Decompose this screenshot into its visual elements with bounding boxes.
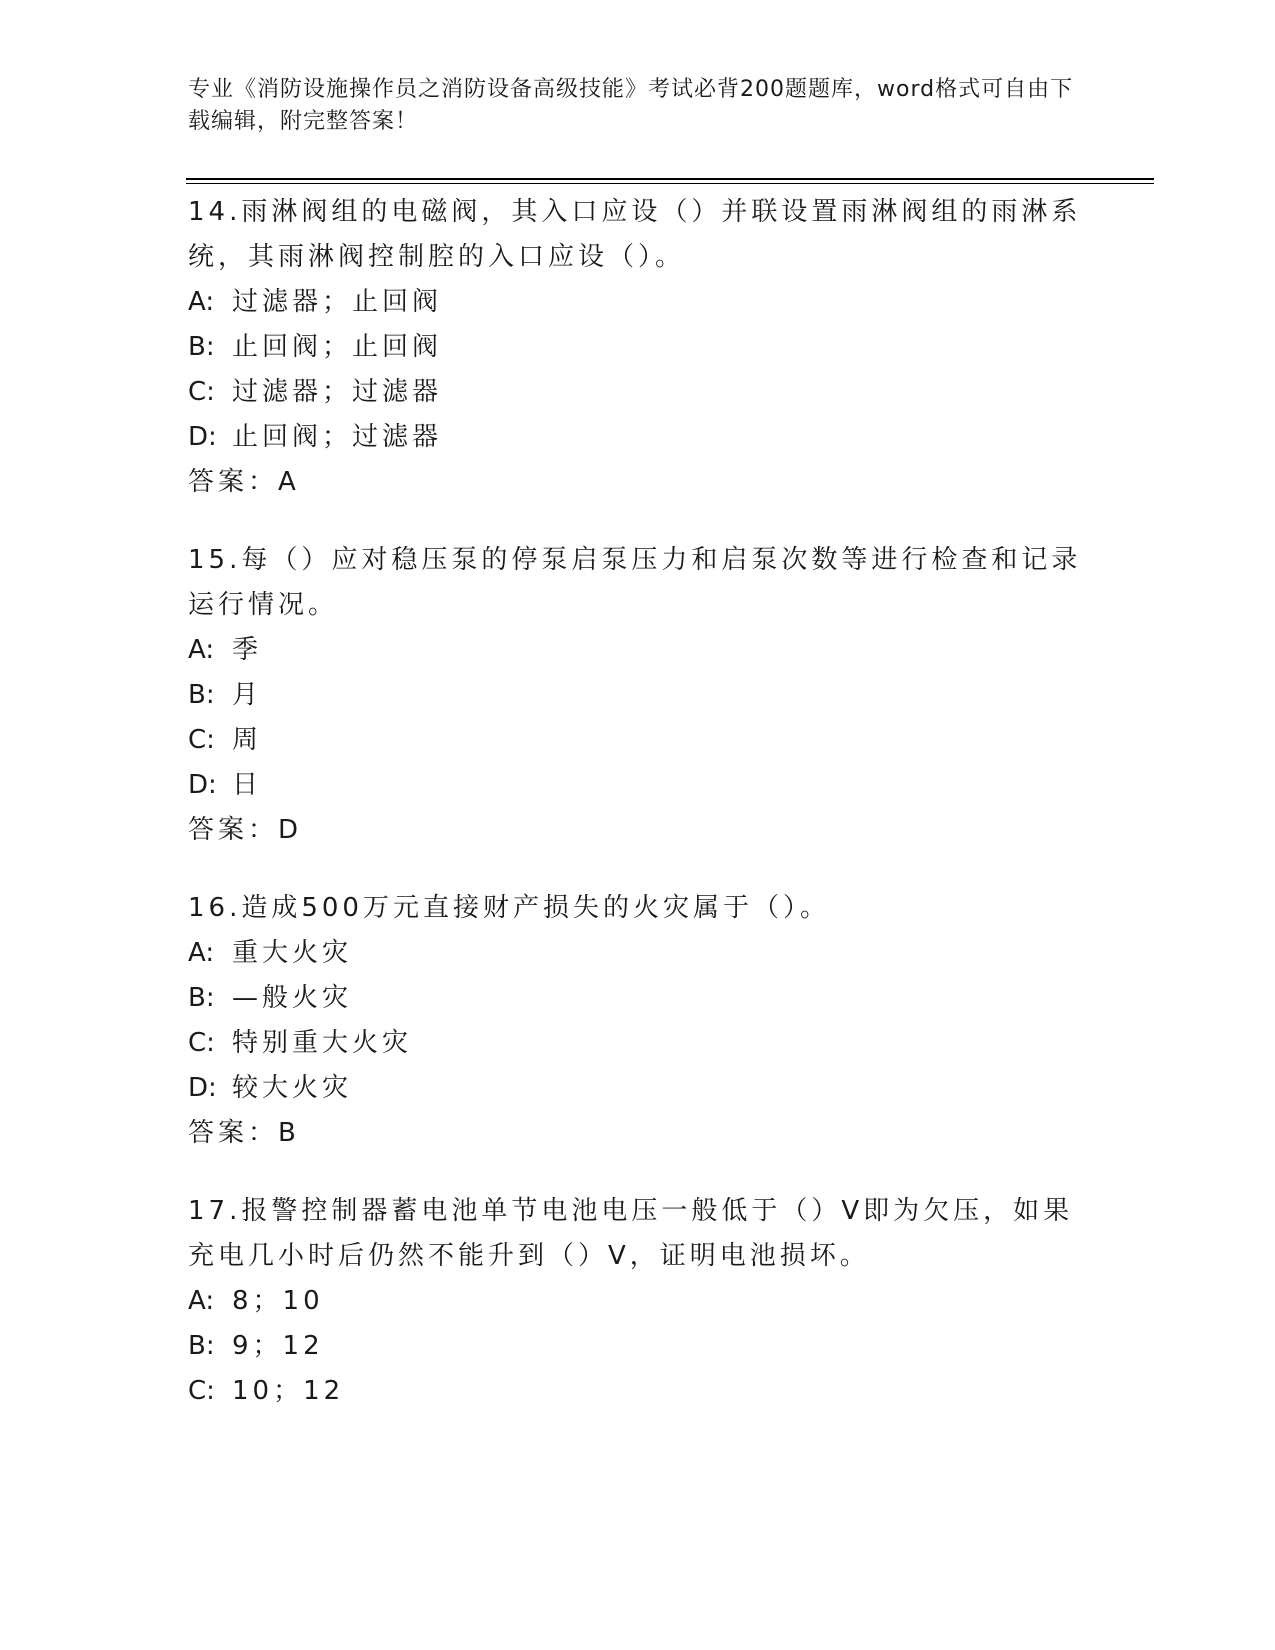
option-label: A: [188, 635, 215, 665]
header-divider-thin [186, 183, 1154, 184]
option-label: D: [188, 770, 217, 800]
option-b [188, 673, 1088, 718]
question-stem: 17.报警控制器蓄电池单节电池电压一般低于（）V即为欠压，如果充电几小时后仍然不能升到（）V，证明电池损坏。 [188, 1196, 1074, 1271]
option-c [188, 1369, 1088, 1414]
option-label: B: [188, 1331, 215, 1361]
option-label: B: [188, 332, 215, 362]
option-d [188, 415, 1088, 460]
question-14 [188, 190, 1088, 504]
option-a [188, 280, 1088, 325]
option-text: 特别重大火灾 [232, 1028, 413, 1058]
header-title: 专业《消防设施操作员之消防设备高级技能》考试必背200题题库，word格式可自由下载编辑，附完整答案！ [188, 77, 1074, 134]
answer-line: 答案：A [188, 467, 300, 497]
document-header [188, 74, 1088, 138]
option-a [188, 628, 1088, 673]
option-text: 日 [232, 770, 263, 800]
option-label: B: [188, 680, 215, 710]
option-label: A: [188, 1286, 215, 1316]
option-text: 止回阀；止回阀 [232, 332, 443, 362]
option-text: 过滤器；过滤器 [232, 377, 443, 407]
header-divider-thick [186, 178, 1154, 180]
question-stem: 16.造成500万元直接财产损失的火灾属于（）。 [188, 893, 830, 923]
option-a [188, 1279, 1088, 1324]
option-b [188, 1324, 1088, 1369]
option-text: 过滤器；止回阀 [232, 287, 443, 317]
option-d [188, 763, 1088, 808]
option-c [188, 370, 1088, 415]
option-text: 较大火灾 [232, 1073, 353, 1103]
option-text: 季 [232, 635, 263, 665]
option-text: 10；12 [232, 1376, 345, 1406]
option-text: 止回阀；过滤器 [232, 422, 443, 452]
answer-line: 答案：B [188, 1118, 300, 1148]
option-label: C: [188, 1376, 215, 1406]
answer-line: 答案：D [188, 815, 303, 845]
option-label: C: [188, 1028, 215, 1058]
option-label: D: [188, 1073, 217, 1103]
option-text: 周 [232, 725, 263, 755]
option-text: —般火灾 [232, 983, 353, 1013]
option-d [188, 1066, 1088, 1111]
option-text: 8；10 [232, 1286, 324, 1316]
option-label: A: [188, 287, 215, 317]
question-16 [188, 886, 1088, 1155]
option-b [188, 325, 1088, 370]
option-c [188, 1021, 1088, 1066]
question-17 [188, 1189, 1088, 1414]
option-c [188, 718, 1088, 763]
option-label: B: [188, 983, 215, 1013]
question-stem: 14.雨淋阀组的电磁阀，其入口应设（）并联设置雨淋阀组的雨淋系统，其雨淋阀控制腔的入口应设（）。 [188, 197, 1082, 272]
option-label: C: [188, 725, 215, 755]
question-stem: 15.每（）应对稳压泵的停泵启泵压力和启泵次数等进行检查和记录运行情况。 [188, 545, 1082, 620]
option-label: C: [188, 377, 215, 407]
question-list [188, 190, 1088, 1448]
option-label: D: [188, 422, 217, 452]
option-text: 9；12 [232, 1331, 324, 1361]
option-b [188, 976, 1088, 1021]
option-a [188, 931, 1088, 976]
option-text: 月 [232, 680, 263, 710]
option-text: 重大火灾 [232, 938, 353, 968]
option-label: A: [188, 938, 215, 968]
question-15 [188, 538, 1088, 852]
